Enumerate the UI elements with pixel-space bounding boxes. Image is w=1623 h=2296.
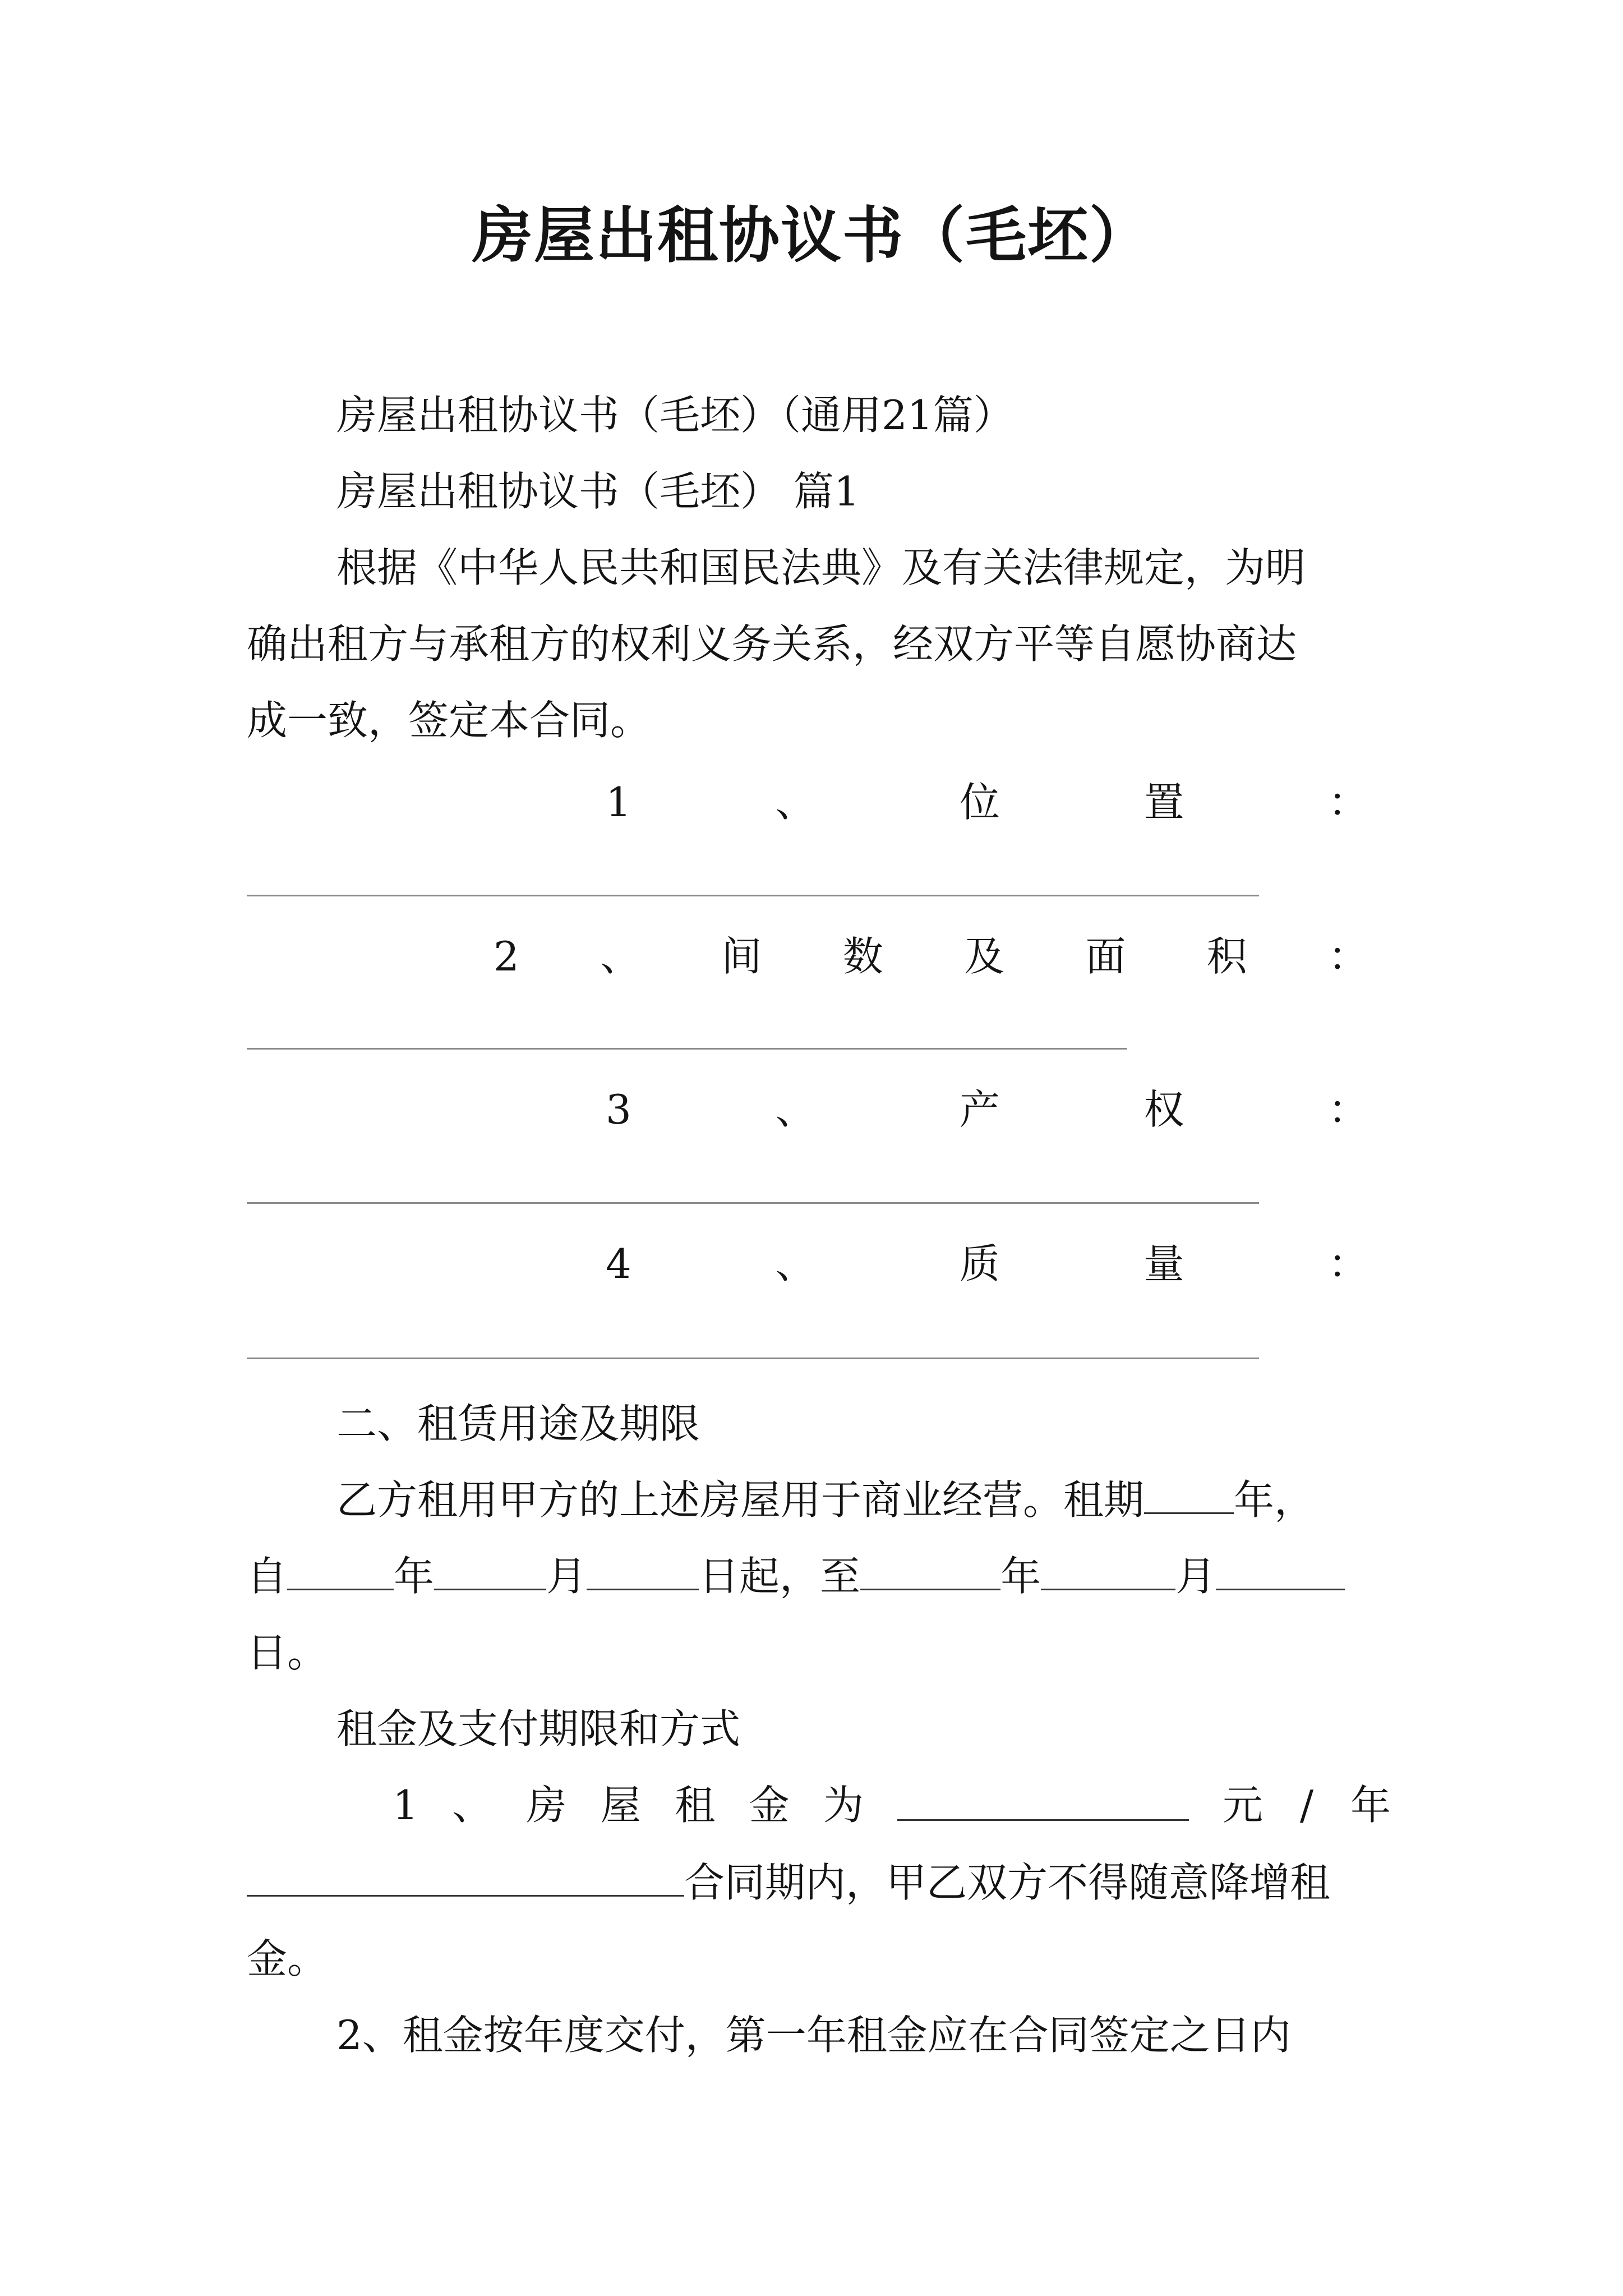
rent-char: 租 bbox=[675, 1782, 716, 1829]
rent-char: 房 bbox=[526, 1782, 567, 1829]
item-quality bbox=[606, 1236, 1368, 1292]
item-colon: ： bbox=[1327, 933, 1368, 980]
rent-line-2 bbox=[247, 1844, 1391, 1921]
blank-end-day bbox=[1216, 1549, 1345, 1590]
blank-rent-note bbox=[247, 1856, 684, 1897]
rent-line-4: 2、租金按年度交付，第一年租金应在合同签定之日内 bbox=[336, 2012, 1291, 2059]
rent-char: 为 bbox=[823, 1782, 864, 1829]
item-location bbox=[606, 774, 1368, 830]
lease-line-2 bbox=[247, 1538, 1391, 1614]
blank-line-area bbox=[247, 1048, 1127, 1050]
rent-char: 屋 bbox=[600, 1782, 641, 1829]
blank-line-ownership bbox=[247, 1202, 1259, 1204]
item-sep: 、 bbox=[600, 933, 641, 980]
rent-unit-char: 元 bbox=[1223, 1782, 1264, 1829]
item-char: 量 bbox=[1144, 1240, 1184, 1287]
lease-text: 月 bbox=[1175, 1553, 1216, 1600]
item-number: 4 bbox=[606, 1240, 631, 1287]
item-char: 位 bbox=[959, 779, 1000, 826]
blank-start-day bbox=[587, 1549, 699, 1590]
rent-line-3: 金。 bbox=[247, 1935, 328, 1982]
blank-line-location bbox=[247, 895, 1259, 896]
item-char: 置 bbox=[1144, 779, 1184, 826]
item-char: 权 bbox=[1144, 1086, 1184, 1133]
lease-text: 乙方租用甲方的上述房屋用于商业经营。租期 bbox=[336, 1476, 1145, 1524]
rent-unit-char: / bbox=[1299, 1782, 1314, 1829]
blank-start-month bbox=[434, 1549, 546, 1590]
item-rooms-area bbox=[494, 928, 1368, 984]
blank-end-month bbox=[1041, 1549, 1175, 1590]
lease-text: 自 bbox=[247, 1553, 288, 1600]
item-ownership bbox=[606, 1082, 1368, 1138]
blank-rent-amount bbox=[897, 1819, 1189, 1821]
item-sep: 、 bbox=[775, 779, 816, 826]
rent-char: 金 bbox=[749, 1782, 790, 1829]
section-rent: 租金及支付期限和方式 bbox=[336, 1705, 741, 1752]
item-char: 质 bbox=[959, 1240, 1000, 1287]
blank-line-quality bbox=[247, 1358, 1259, 1359]
blank-end-year bbox=[860, 1549, 1000, 1590]
lease-text: 日起，至 bbox=[699, 1553, 861, 1600]
item-number: 3 bbox=[606, 1086, 631, 1133]
rent-text: 合同期内，甲乙双方不得随意降增租 bbox=[684, 1859, 1331, 1906]
lease-text: 年 bbox=[394, 1553, 435, 1600]
item-colon: ： bbox=[1327, 1086, 1368, 1133]
document-title: 房屋出租协议书（毛坯） bbox=[472, 200, 1151, 271]
section-lease-purpose: 二、租赁用途及期限 bbox=[336, 1400, 700, 1447]
item-char: 数 bbox=[842, 933, 883, 980]
lease-line-3: 日。 bbox=[247, 1629, 328, 1676]
lease-line-1 bbox=[247, 1462, 1391, 1538]
item-number: 1 bbox=[606, 779, 631, 826]
rent-unit-char: 年 bbox=[1350, 1782, 1391, 1829]
item-sep: 、 bbox=[775, 1240, 816, 1287]
lease-text: 月 bbox=[546, 1553, 587, 1600]
item-sep: 、 bbox=[775, 1086, 816, 1133]
item-char: 间 bbox=[721, 933, 762, 980]
item-colon: ： bbox=[1327, 779, 1368, 826]
item-char: 面 bbox=[1085, 933, 1126, 980]
rent-sep: 、 bbox=[452, 1782, 493, 1829]
blank-start-year bbox=[287, 1549, 394, 1590]
intro-line-1: 根据《中华人民共和国民法典》及有关法律规定，为明 bbox=[336, 544, 1306, 591]
rent-line-1-label bbox=[393, 1777, 864, 1833]
intro-line-3: 成一致，签定本合同。 bbox=[247, 697, 651, 744]
lease-text: 年 bbox=[1000, 1553, 1041, 1600]
chapter-heading: 房屋出租协议书（毛坯） 篇1 bbox=[336, 468, 860, 515]
blank-years bbox=[1144, 1473, 1234, 1514]
item-number: 2 bbox=[494, 933, 519, 980]
item-char: 积 bbox=[1206, 933, 1247, 980]
lease-text: 年， bbox=[1234, 1476, 1315, 1524]
rent-number: 1 bbox=[393, 1782, 418, 1829]
intro-line-2: 确出租方与承租方的权利义务关系，经双方平等自愿协商达 bbox=[247, 620, 1297, 668]
item-char: 产 bbox=[959, 1086, 1000, 1133]
rent-unit bbox=[1223, 1777, 1391, 1833]
subtitle: 房屋出租协议书（毛坯）（通用21篇） bbox=[336, 392, 1014, 439]
item-colon: ： bbox=[1327, 1240, 1368, 1287]
item-char: 及 bbox=[964, 933, 1005, 980]
